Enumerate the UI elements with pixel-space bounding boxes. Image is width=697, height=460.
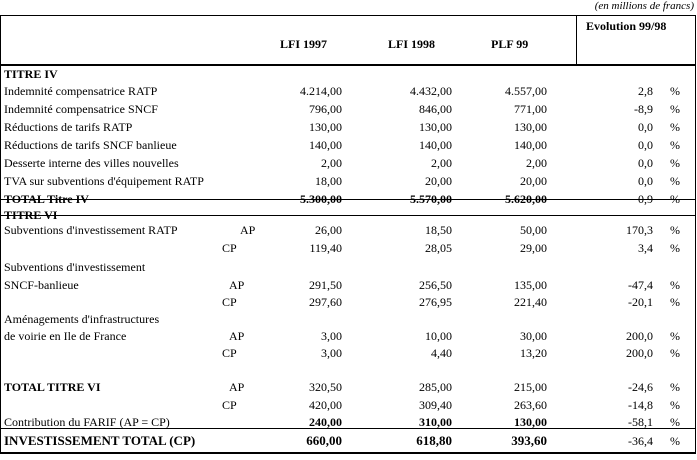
- cell-lfi1997: 26,00: [315, 223, 342, 237]
- row-label: SNCF-banlieue: [4, 278, 79, 292]
- cell-lfi1998: 10,00: [425, 329, 452, 343]
- percent-sign: %: [670, 138, 680, 152]
- titre4-heading: TITRE IV: [4, 67, 58, 81]
- percent-sign: %: [670, 415, 680, 429]
- table-row: [0, 84, 696, 98]
- titre4-total-row: [0, 192, 696, 206]
- cell-lfi1997: 3,00: [321, 346, 342, 360]
- cell-plf99: 221,40: [514, 295, 547, 309]
- table-row: [0, 102, 696, 116]
- ap-label: AP: [229, 278, 245, 292]
- cell-plf99: 13,20: [520, 346, 547, 360]
- row-label: Réductions de tarifs RATP: [4, 120, 133, 134]
- cell-lfi1998: 5.570,00: [410, 192, 452, 206]
- table-row: [0, 223, 696, 237]
- cell-plf99: 135,00: [514, 278, 547, 292]
- cell-plf99: 771,00: [514, 102, 547, 116]
- titre6-heading: TITRE VI: [4, 208, 58, 222]
- cell-lfi1998: 28,05: [425, 241, 452, 255]
- header-evolution: Evolution 99/98: [586, 19, 667, 33]
- cell-lfi1997: 119,40: [309, 241, 342, 255]
- cell-lfi1997: 796,00: [309, 102, 342, 116]
- percent-sign: %: [670, 223, 680, 237]
- row-label: de voirie en Ile de France: [4, 329, 127, 343]
- cell-lfi1997: 291,50: [309, 278, 342, 292]
- titre6-total-row: [0, 380, 696, 394]
- cell-evolution: 0,0: [638, 174, 653, 188]
- row-label: TVA sur subventions d'équipement RATP: [4, 174, 204, 188]
- cell-lfi1998: 256,50: [419, 278, 452, 292]
- cell-evolution: 0,0: [638, 120, 653, 134]
- cell-plf99: 5.620,00: [505, 192, 547, 206]
- row-label: Aménagements d'infrastructures: [4, 312, 160, 326]
- cell-plf99: 20,00: [520, 174, 547, 188]
- percent-sign: %: [670, 102, 680, 116]
- cell-lfi1997: 140,00: [309, 138, 342, 152]
- cell-lfi1998: 4,40: [431, 346, 452, 360]
- percent-sign: %: [670, 84, 680, 98]
- farif-row: [0, 415, 696, 429]
- header-lfi1997: LFI 1997: [280, 37, 328, 51]
- percent-sign: %: [670, 295, 680, 309]
- cell-lfi1998: 285,00: [419, 380, 452, 394]
- cell-lfi1998: 310,00: [419, 415, 452, 429]
- cell-lfi1998: 18,50: [425, 223, 452, 237]
- row-label: TOTAL Titre IV: [4, 192, 89, 206]
- cell-evolution: 200,0: [626, 346, 653, 360]
- cell-plf99: 130,00: [514, 415, 547, 429]
- unit-note: (en millions de francs): [594, 0, 694, 12]
- cell-lfi1997: 18,00: [315, 174, 342, 188]
- row-label: Subventions d'investissement RATP: [4, 223, 178, 237]
- cell-lfi1998: 140,00: [419, 138, 452, 152]
- cell-lfi1997: 130,00: [309, 120, 342, 134]
- cell-lfi1998: 130,00: [419, 120, 452, 134]
- cell-lfi1998: 618,80: [416, 433, 452, 448]
- cell-plf99: 29,00: [520, 241, 547, 255]
- row-label: TOTAL TITRE VI: [4, 380, 101, 394]
- header-lfi1998: LFI 1998: [388, 37, 436, 51]
- header-divider: [576, 15, 577, 65]
- cell-lfi1998: 276,95: [419, 295, 452, 309]
- cell-evolution: 0,0: [638, 138, 653, 152]
- percent-sign: %: [670, 156, 680, 170]
- percent-sign: %: [670, 120, 680, 134]
- cell-lfi1998: 309,40: [419, 398, 452, 412]
- cell-evolution: -20,1: [628, 295, 653, 309]
- row-label: Indemnité compensatrice SNCF: [4, 102, 158, 116]
- cell-lfi1997: 240,00: [309, 415, 342, 429]
- table-row: [0, 241, 696, 255]
- percent-sign: %: [670, 174, 680, 188]
- cp-label: CP: [222, 241, 237, 255]
- table-row: [0, 295, 696, 309]
- cell-lfi1997: 320,50: [309, 380, 342, 394]
- cell-evolution: -8,9: [634, 102, 653, 116]
- percent-sign: %: [670, 192, 680, 206]
- cell-evolution: 200,0: [626, 329, 653, 343]
- cell-evolution: 2,8: [638, 84, 653, 98]
- table-row: [0, 120, 696, 134]
- row-label: Contribution du FARIF (AP = CP): [4, 415, 170, 429]
- cell-evolution: -36,4: [628, 434, 653, 448]
- percent-sign: %: [670, 241, 680, 255]
- cell-plf99: 2,00: [526, 156, 547, 170]
- table-row: [0, 278, 696, 292]
- row-label: Desserte interne des villes nouvelles: [4, 156, 179, 170]
- ap-label: AP: [240, 223, 256, 237]
- percent-sign: %: [670, 380, 680, 394]
- header-rule: [0, 64, 696, 66]
- percent-sign: %: [670, 346, 680, 360]
- cell-lfi1997: 2,00: [321, 156, 342, 170]
- cell-plf99: 140,00: [514, 138, 547, 152]
- cell-evolution: 3,4: [638, 241, 653, 255]
- titre4-end-rule: [0, 215, 696, 216]
- border-top: [0, 15, 696, 16]
- budget-table: [0, 15, 696, 456]
- table-row: [0, 156, 696, 170]
- row-label: INVESTISSEMENT TOTAL (CP): [4, 433, 196, 448]
- row-label: Subventions d'investissement: [4, 260, 146, 274]
- cell-plf99: 50,00: [520, 223, 547, 237]
- table-row: [0, 329, 696, 343]
- header-plf99: PLF 99: [491, 37, 529, 51]
- cell-evolution: 0,9: [638, 192, 653, 206]
- percent-sign: %: [670, 398, 680, 412]
- ap-label: AP: [229, 380, 245, 394]
- border-bottom: [0, 452, 696, 454]
- percent-sign: %: [670, 278, 680, 292]
- cell-lfi1997: 297,60: [309, 295, 342, 309]
- cell-lfi1997: 3,00: [321, 329, 342, 343]
- cell-evolution: -47,4: [628, 278, 653, 292]
- cell-lfi1997: 4.214,00: [300, 84, 342, 98]
- cell-lfi1998: 4.432,00: [410, 84, 452, 98]
- cp-label: CP: [222, 398, 237, 412]
- cp-label: CP: [222, 295, 237, 309]
- cell-lfi1998: 2,00: [431, 156, 452, 170]
- investissement-total-row: [0, 434, 696, 448]
- cell-lfi1998: 846,00: [419, 102, 452, 116]
- cell-plf99: 263,60: [514, 398, 547, 412]
- cell-plf99: 30,00: [520, 329, 547, 343]
- percent-sign: %: [670, 329, 680, 343]
- cell-plf99: 215,00: [514, 380, 547, 394]
- percent-sign: %: [670, 434, 680, 448]
- table-row: [0, 138, 696, 152]
- ap-label: AP: [229, 329, 245, 343]
- cell-evolution: -14,8: [628, 398, 653, 412]
- cell-lfi1997: 5.300,00: [300, 192, 342, 206]
- row-label: Réductions de tarifs SNCF banlieue: [4, 138, 177, 152]
- cp-label: CP: [222, 346, 237, 360]
- cell-plf99: 393,60: [511, 433, 547, 448]
- cell-lfi1997: 420,00: [309, 398, 342, 412]
- cell-plf99: 4.557,00: [505, 84, 547, 98]
- cell-evolution: 0,0: [638, 156, 653, 170]
- cell-lfi1997: 660,00: [306, 433, 342, 448]
- cell-evolution: -58,1: [628, 415, 653, 429]
- cell-plf99: 130,00: [514, 120, 547, 134]
- table-row: [0, 174, 696, 188]
- cell-evolution: 170,3: [626, 223, 653, 237]
- table-row: [0, 346, 696, 360]
- table-row: [0, 398, 696, 412]
- cell-evolution: -24,6: [628, 380, 653, 394]
- cell-lfi1998: 20,00: [425, 174, 452, 188]
- row-label: Indemnité compensatrice RATP: [4, 84, 158, 98]
